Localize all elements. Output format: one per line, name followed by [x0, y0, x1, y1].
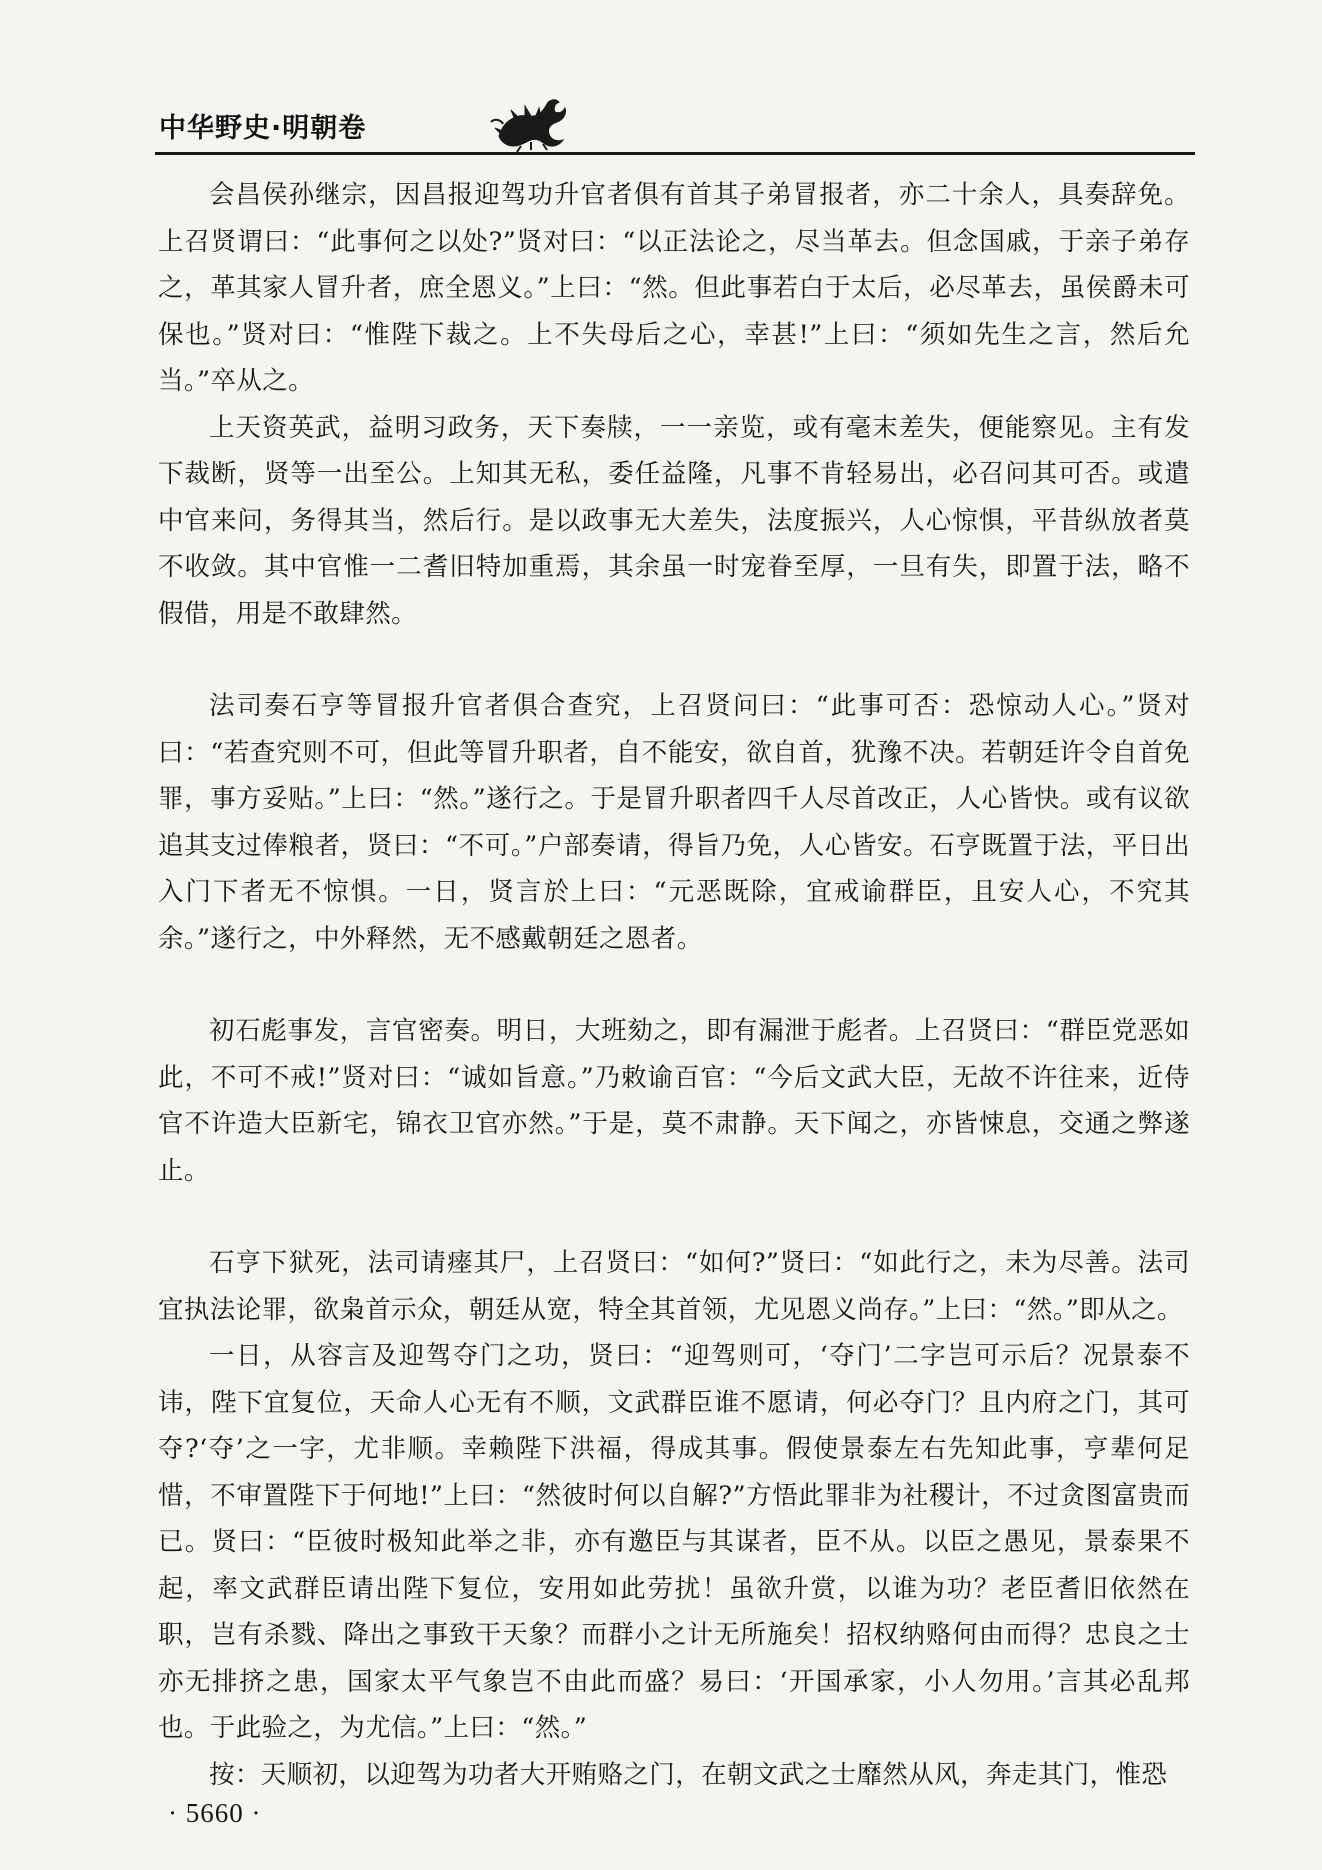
page-header	[155, 92, 1195, 162]
body-text	[158, 172, 1190, 1798]
paragraph: 一日，从容言及迎驾夺门之功，贤曰：“迎驾则可，‘夺门’二字岂可示后？况景泰不讳，陛下宜复位，天命人心无有不顺，文武群臣谁不愿请，何必夺门？且内府之门，其可夺?‘夺’之一字，尤非顺。幸赖陛下洪福，得成其事。假使景泰左右先知此事，亨辈何足惜，不审置陛下于何地!”上曰：“然彼时何以自解?”方悟此罪非为社稷计，不过贪图富贵而已。贤曰：“臣彼时极知此举之非，亦有邀臣与其谋者，臣不从。以臣之愚见，景泰果不起，率文武群臣请出陛下复位，安用如此劳扰！虽欲升赏，以谁为功？老臣耆旧依然在职，岂有杀戮、降出之事致干天象？而群小之计无所施矣！招权纳赂何由而得？忠良之士亦无排挤之患，国家太平气象岂不由此而盛？易曰：‘开国承家，小人勿用。’言其必乱邦也。于此验之，为尤信。”上曰：“然。”	[158, 1341, 1190, 1743]
paragraph: 石亨下狱死，法司请瘗其尸，上召贤曰：“如何?”贤曰：“如此行之，未为尽善。法司宜执法论罪，欲枭首示众，朝廷从宽，特全其首领，尤见恩义尚存。”上曰：“然。”即从之。	[158, 1248, 1190, 1325]
paragraph: 初石彪事发，言官密奏。明日，大班劾之，即有漏泄于彪者。上召贤曰：“群臣党恶如此，不可不戒!”贤对曰：“诚如旨意。”乃敕谕百官：“今后文武大臣，无故不许往来，近侍官不许造大臣新宅，锦衣卫官亦然。”于是，莫不肃静。天下闻之，亦皆悚息，交通之弊遂止。	[158, 1016, 1190, 1186]
paragraph: 法司奏石亨等冒报升官者俱合查究，上召贤问曰：“此事可否：恐惊动人心。”贤对曰：“若查究则不可，但此等冒升职者，自不能安，欲自首，犹豫不决。若朝廷许令自首免罪，事方妥贴。”上曰：“然。”遂行之。于是冒升职者四千人尽首改正，人心皆快。或有议欲追其支过俸粮者，贤曰：“不可。”户部奏请，得旨乃免，人心皆安。石亨既置于法，平日出入门下者无不惊惧。一日，贤言於上曰：“元恶既除，宜戒谕群臣，且安人心，不究其余。”遂行之，中外释然，无不感戴朝廷之恩者。	[158, 691, 1190, 954]
paragraph: 按：天顺初，以迎驾为功者大开贿赂之门，在朝文武之士靡然从风，奔走其门，惟恐	[209, 1759, 1168, 1790]
dragon-emblem-icon	[485, 92, 575, 154]
paragraph: 会昌侯孙继宗，因昌报迎驾功升官者俱有首其子弟冒报者，亦二十余人，具奏辞免。上召贤谓曰：“此事何之以处?”贤对曰：“以正法论之，尽当革去。但念国戚，于亲子弟存之，革其家人冒升者，庶全恩义。”上曰：“然。但此事若白于太后，必尽革去，虽侯爵未可保也。”贤对曰：“惟陛下裁之。上不失母后之心，幸甚!”上曰：“须如先生之言，然后允当。”卒从之。	[158, 180, 1190, 396]
paragraph: 上天资英武，益明习政务，天下奏牍，一一亲览，或有毫末差失，便能察见。主有发下裁断，贤等一出至公。上知其无私，委任益隆，凡事不肯轻易出，必召问其可否。或遣中官来问，务得其当，然后行。是以政事无大差失，法度振兴，人心惊惧，平昔纵放者莫不收敛。其中官惟一二耆旧特加重焉，其余虽一时宠眷至厚，一旦有失，即置于法，略不假借，用是不敢肆然。	[158, 412, 1190, 629]
book-title: 中华野史·明朝卷	[159, 113, 367, 144]
header-divider	[155, 152, 1195, 155]
page-number: · 5660 ·	[168, 1798, 262, 1828]
